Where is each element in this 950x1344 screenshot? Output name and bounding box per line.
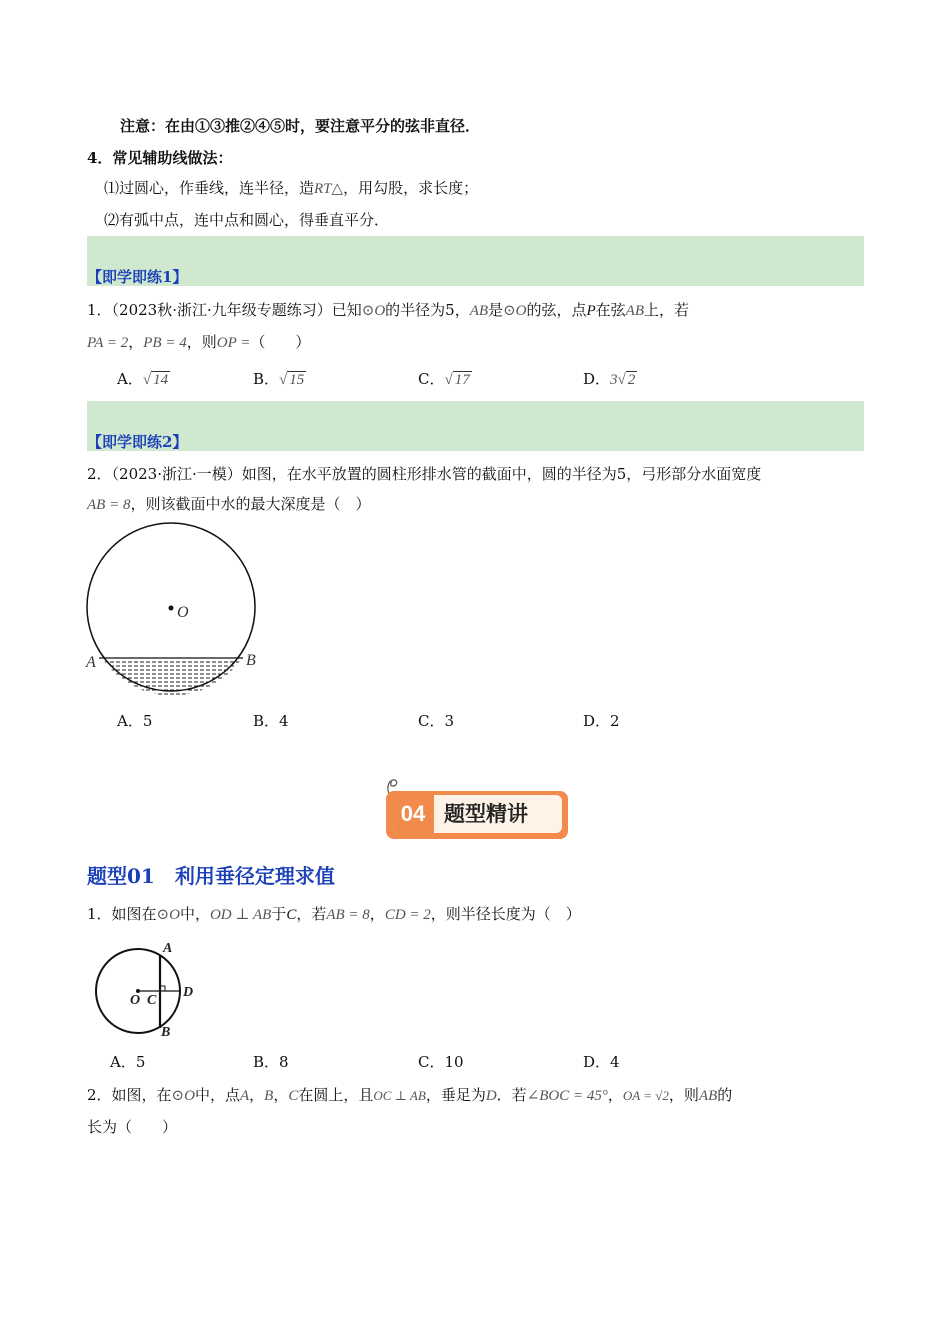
circle-symbol: ⊙O [156,907,180,923]
type01-q1-option-d [583,1051,620,1072]
q-text: ，则该截面中水的最大深度是（ ） [130,495,371,513]
practice2-option-a [117,710,152,731]
math-perp: OD ⊥ AB [209,907,272,923]
type01-title: 题型01 利用垂径定理求值 [87,864,335,888]
q-text: 的弦，点 [526,301,587,319]
math-pa: PA = 2 [87,335,129,351]
option-radicand: 14 [153,372,169,388]
q-text: 1．如图在 [87,905,157,923]
option-radicand: 2 [627,372,636,388]
practice2-option-b [253,710,289,731]
option-value: 10 [444,1053,464,1071]
q-text: 的半径为5， [385,301,470,319]
q-text: ， [369,905,385,923]
math-ab8: AB = 8 [87,497,131,513]
q-text: 是 [488,301,504,319]
math-ab8: AB = 8 [326,907,370,923]
option-letter: D． [583,370,611,388]
pipe-figure [80,520,280,705]
practice1-question-line2 [87,332,310,353]
option-letter: B． [253,1053,280,1071]
q-text: 1．（2023秋·浙江·九年级专题练习）已知 [87,301,362,319]
option-coef: 3 [610,372,618,388]
q-text: 于 [271,905,287,923]
option-letter: D． [583,712,611,730]
point-p: P [586,303,596,319]
option-value: 2 [610,712,620,730]
note-text: 注意：在由①③推②④⑤时，要注意平分的弦非直径． [120,117,481,135]
q1-label-o: O [130,993,141,1008]
section4-title: 4．常见辅助线做法： [87,149,233,167]
math-ab: AB [469,303,489,319]
point-d: D [485,1088,497,1104]
option-letter: C． [418,370,445,388]
q-text: 2．如图，在 [87,1086,172,1104]
math-cd2: CD = 2 [384,907,431,923]
q1-figure [90,938,210,1038]
practice1-option-a: A．√ 14 [117,370,169,388]
point-a: A [239,1088,250,1104]
q-text: ，若 [296,905,327,923]
practice2-option-d [583,710,620,731]
label-o: O [177,604,189,621]
option-letter: D． [583,1053,611,1071]
section4-item1-tail: ，用勾股，求长度； [343,179,479,197]
section4-item1-text: ⑴过圆心，作垂线，连半径，造 [104,179,315,197]
type01-question2-line2: 长为（ ） [87,1118,178,1136]
q-text: 的 [717,1086,733,1104]
math-op: OP = [216,335,251,351]
practice1-option-b: B．√ 15 [253,370,305,388]
practice2-question-line2 [87,494,370,515]
section4-item2: ⑵有弧中点，连中点和圆心，得垂直平分． [104,211,390,229]
practice1-label: 【即学即练1】 [87,268,188,286]
math-ab: AB [698,1088,718,1104]
q-text: ，垂足为 [425,1086,486,1104]
type01-q1-option-b [253,1051,289,1072]
option-value: 4 [610,1053,620,1071]
math-pb: PB = 4 [143,335,187,351]
q1-label-b: B [161,1025,171,1038]
practice1-option-d: D．3√ 2 [583,370,636,388]
option-letter: B． [253,712,280,730]
practice1-question-line1 [87,300,689,321]
point-c: C [288,1088,299,1104]
q1-label-c: C [147,993,157,1008]
point-c: C [286,907,297,923]
practice2-question-line1: 2．（2023·浙江·一模）如图，在水平放置的圆柱形排水管的截面中，圆的半径为5，弓形部分水面宽度 [87,465,762,483]
option-letter: A． [117,370,143,388]
option-letter: A． [110,1053,136,1071]
option-radicand: 15 [289,372,305,388]
type01-question2-line1 [87,1085,732,1106]
q-text: ，则 [668,1086,699,1104]
q-text: 中，点 [194,1086,240,1104]
q-text: ，则半径长度为（ ） [430,905,581,923]
q-text: ， [128,333,144,351]
option-letter: A． [117,712,143,730]
option-letter: C． [418,1053,445,1071]
math-angle: ∠BOC = 45° [526,1088,608,1104]
option-letter: B． [253,370,280,388]
section4-item1-math: RT△ [314,181,344,197]
badge-number: 04 [392,795,434,833]
type01-q1-option-c [418,1051,464,1072]
math-perp: OC ⊥ AB [373,1088,426,1103]
q-text: ， [607,1086,623,1104]
badge-text: 题型精讲 [444,802,528,826]
point-b: B [264,1088,274,1104]
q1-label-a: A [163,941,173,956]
q-text: ．若 [496,1086,527,1104]
circle-symbol: ⊙O [503,303,527,319]
practice2-label: 【即学即练2】 [87,433,188,451]
q-text: 上，若 [644,301,690,319]
option-value: 4 [279,712,289,730]
center-dot [169,606,174,611]
option-value: 5 [135,1053,146,1071]
type01-question1 [87,904,581,925]
type01-q1-option-a [110,1051,145,1072]
label-a: A [86,654,96,671]
q-text: 在弦 [595,301,626,319]
math-oa: OA = √2 [622,1088,669,1103]
q1-label-d: D [183,985,194,1000]
label-b: B [246,652,256,669]
practice1-banner [87,236,864,286]
practice2-banner [87,401,864,451]
q-text: ， [249,1086,265,1104]
circle-symbol: ⊙O [361,303,386,319]
option-value: 3 [444,712,455,730]
q-text: 中， [179,905,210,923]
q-text: ， [273,1086,289,1104]
option-value: 5 [142,712,153,730]
option-radicand: 17 [454,372,470,388]
option-letter: C． [418,712,445,730]
math-ab: AB [625,303,644,319]
practice2-option-c [418,710,454,731]
answer-paren: （ ） [250,333,311,351]
q-text: 在圆上，且 [298,1086,374,1104]
option-value: 8 [279,1053,289,1071]
circle-symbol: ⊙O [171,1088,195,1104]
q-text: ，则 [186,333,217,351]
section-badge [384,775,570,841]
practice1-option-c: C．√ 17 [418,370,470,388]
section4-item1 [104,178,478,199]
